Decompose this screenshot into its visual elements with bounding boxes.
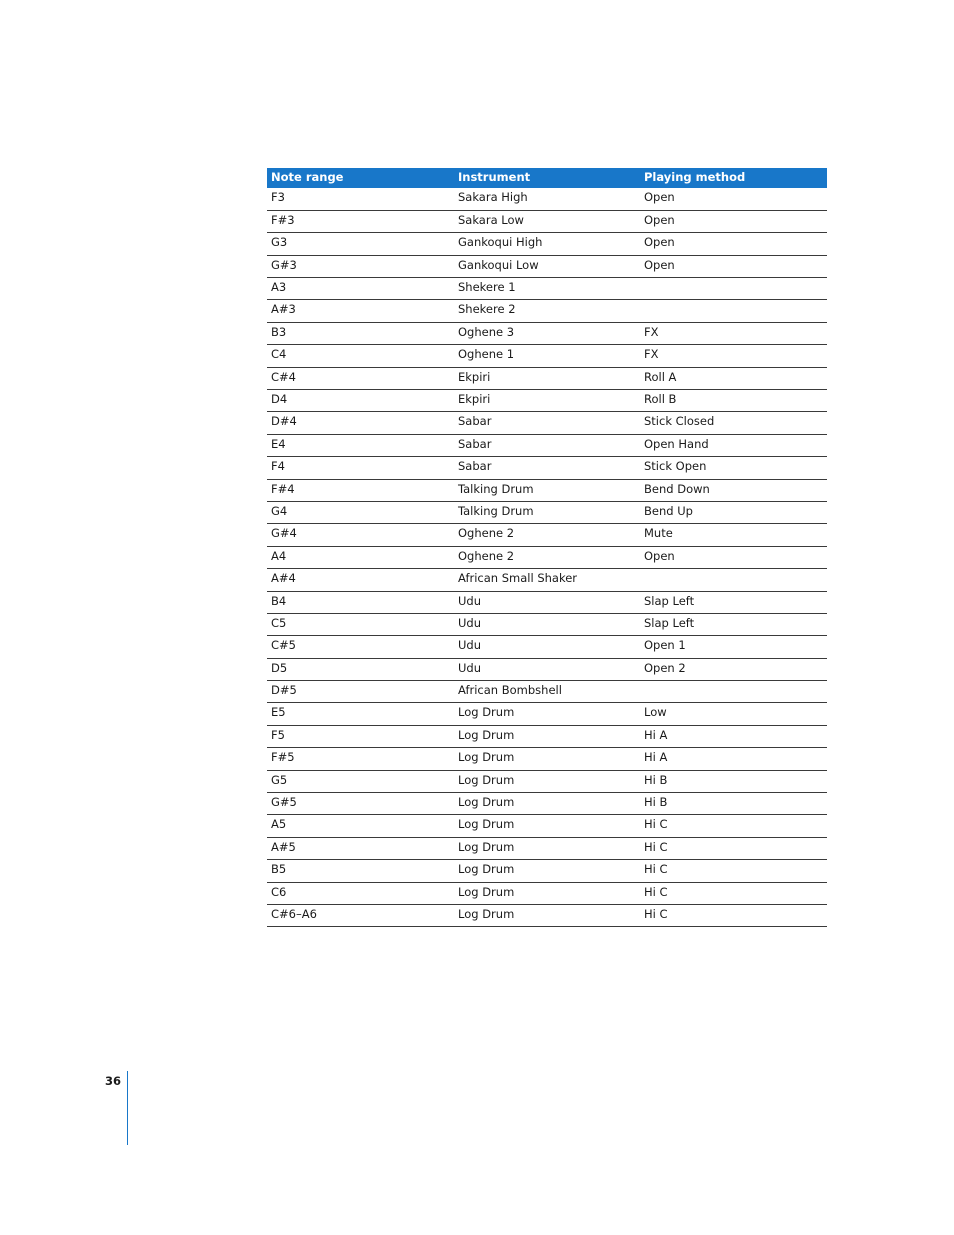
- note-range-cell: A#5: [267, 837, 454, 859]
- table-row: [267, 569, 827, 591]
- playing-method-cell: Stick Closed: [640, 412, 827, 434]
- instrument-cell: Log Drum: [454, 860, 640, 882]
- table-row: [267, 748, 827, 770]
- instrument-cell: Shekere 1: [454, 278, 640, 300]
- note-range-cell: B5: [267, 860, 454, 882]
- note-range-cell: F#5: [267, 748, 454, 770]
- note-range-cell: C4: [267, 345, 454, 367]
- playing-method-cell: Slap Left: [640, 591, 827, 613]
- playing-method-cell: Open: [640, 546, 827, 568]
- instrument-cell: Log Drum: [454, 837, 640, 859]
- instrument-cell: Talking Drum: [454, 501, 640, 523]
- header-note-range: Note range: [271, 170, 344, 185]
- table-body: [267, 188, 827, 927]
- note-range-cell: C6: [267, 882, 454, 904]
- table-header-row: [267, 168, 827, 188]
- playing-method-cell: Stick Open: [640, 457, 827, 479]
- instrument-cell: Udu: [454, 658, 640, 680]
- table-row: [267, 457, 827, 479]
- note-range-cell: G3: [267, 233, 454, 255]
- note-range-cell: A#3: [267, 300, 454, 322]
- note-range-cell: C#4: [267, 367, 454, 389]
- playing-method-cell: [640, 278, 827, 300]
- table-row: [267, 300, 827, 322]
- table-row: [267, 725, 827, 747]
- table-row: [267, 837, 827, 859]
- table-row: [267, 546, 827, 568]
- table-row: [267, 524, 827, 546]
- instrument-cell: Oghene 2: [454, 524, 640, 546]
- note-range-cell: C#5: [267, 636, 454, 658]
- note-range-cell: G#5: [267, 793, 454, 815]
- instrument-cell: Udu: [454, 591, 640, 613]
- note-range-cell: G#3: [267, 255, 454, 277]
- playing-method-cell: Hi A: [640, 748, 827, 770]
- table-row: [267, 434, 827, 456]
- table-row: [267, 479, 827, 501]
- instrument-cell: African Small Shaker: [454, 569, 640, 591]
- note-range-cell: C5: [267, 613, 454, 635]
- instrument-cell: African Bombshell: [454, 681, 640, 703]
- table-row: [267, 278, 827, 300]
- playing-method-cell: Hi C: [640, 905, 827, 927]
- table-row: [267, 591, 827, 613]
- note-range-cell: D5: [267, 658, 454, 680]
- playing-method-cell: Hi C: [640, 815, 827, 837]
- table-row: [267, 322, 827, 344]
- playing-method-cell: Open Hand: [640, 434, 827, 456]
- instrument-cell: Sabar: [454, 457, 640, 479]
- note-range-cell: D#5: [267, 681, 454, 703]
- playing-method-cell: Hi C: [640, 882, 827, 904]
- table-row: [267, 658, 827, 680]
- instrument-cell: Log Drum: [454, 882, 640, 904]
- note-range-cell: G5: [267, 770, 454, 792]
- note-range-cell: C#6–A6: [267, 905, 454, 927]
- table-row: [267, 367, 827, 389]
- instrument-cell: Ekpiri: [454, 390, 640, 412]
- playing-method-cell: Open 2: [640, 658, 827, 680]
- note-range-cell: D#4: [267, 412, 454, 434]
- note-range-cell: G#4: [267, 524, 454, 546]
- playing-method-cell: FX: [640, 345, 827, 367]
- instrument-cell: Sakara Low: [454, 210, 640, 232]
- note-range-cell: E5: [267, 703, 454, 725]
- note-range-cell: B4: [267, 591, 454, 613]
- playing-method-cell: Hi B: [640, 770, 827, 792]
- table-row: [267, 412, 827, 434]
- instrument-cell: Oghene 2: [454, 546, 640, 568]
- table-row: [267, 501, 827, 523]
- instrument-cell: Udu: [454, 613, 640, 635]
- table-row: [267, 233, 827, 255]
- instrument-cell: Log Drum: [454, 815, 640, 837]
- playing-method-cell: Roll B: [640, 390, 827, 412]
- instrument-cell: Gankoqui High: [454, 233, 640, 255]
- header-instrument: Instrument: [458, 170, 531, 185]
- table-row: [267, 210, 827, 232]
- instrument-cell: Log Drum: [454, 793, 640, 815]
- instrument-cell: Ekpiri: [454, 367, 640, 389]
- note-range-cell: F3: [267, 188, 454, 210]
- playing-method-cell: Open: [640, 210, 827, 232]
- note-range-cell: F#4: [267, 479, 454, 501]
- instrument-cell: Udu: [454, 636, 640, 658]
- instrument-cell: Log Drum: [454, 725, 640, 747]
- table-header: [267, 168, 827, 188]
- instrument-cell: Oghene 3: [454, 322, 640, 344]
- instrument-cell: Talking Drum: [454, 479, 640, 501]
- table-row: [267, 636, 827, 658]
- table-row: [267, 681, 827, 703]
- playing-method-cell: Open 1: [640, 636, 827, 658]
- instrument-cell: Log Drum: [454, 748, 640, 770]
- playing-method-cell: [640, 300, 827, 322]
- instrument-cell: Log Drum: [454, 703, 640, 725]
- table-row: [267, 905, 827, 927]
- playing-method-cell: [640, 569, 827, 591]
- instrument-cell: Sakara High: [454, 188, 640, 210]
- instrument-cell: Oghene 1: [454, 345, 640, 367]
- playing-method-cell: Slap Left: [640, 613, 827, 635]
- drum-note-map-table: [267, 168, 827, 927]
- header-playing-method: Playing method: [644, 170, 746, 185]
- note-range-cell: A4: [267, 546, 454, 568]
- page-number: 36: [105, 1074, 122, 1088]
- playing-method-cell: Hi C: [640, 860, 827, 882]
- table-row: [267, 882, 827, 904]
- playing-method-cell: Roll A: [640, 367, 827, 389]
- table-row: [267, 345, 827, 367]
- table-row: [267, 860, 827, 882]
- table-row: [267, 793, 827, 815]
- note-range-cell: F4: [267, 457, 454, 479]
- note-range-cell: D4: [267, 390, 454, 412]
- playing-method-cell: Open: [640, 188, 827, 210]
- table-row: [267, 815, 827, 837]
- instrument-cell: Log Drum: [454, 770, 640, 792]
- table-row: [267, 255, 827, 277]
- note-range-cell: E4: [267, 434, 454, 456]
- note-range-cell: A#4: [267, 569, 454, 591]
- table-row: [267, 390, 827, 412]
- playing-method-cell: [640, 681, 827, 703]
- playing-method-cell: Mute: [640, 524, 827, 546]
- playing-method-cell: Open: [640, 255, 827, 277]
- playing-method-cell: Bend Up: [640, 501, 827, 523]
- note-range-cell: F#3: [267, 210, 454, 232]
- instrument-cell: Sabar: [454, 434, 640, 456]
- playing-method-cell: FX: [640, 322, 827, 344]
- playing-method-cell: Hi C: [640, 837, 827, 859]
- note-range-cell: A5: [267, 815, 454, 837]
- table-row: [267, 613, 827, 635]
- page-margin-rule: [127, 1071, 128, 1145]
- instrument-cell: Log Drum: [454, 905, 640, 927]
- instrument-cell: Shekere 2: [454, 300, 640, 322]
- playing-method-cell: Hi A: [640, 725, 827, 747]
- playing-method-cell: Hi B: [640, 793, 827, 815]
- playing-method-cell: Open: [640, 233, 827, 255]
- playing-method-cell: Bend Down: [640, 479, 827, 501]
- note-range-cell: F5: [267, 725, 454, 747]
- instrument-cell: Gankoqui Low: [454, 255, 640, 277]
- note-range-cell: G4: [267, 501, 454, 523]
- table-row: [267, 188, 827, 210]
- table-row: [267, 770, 827, 792]
- note-range-cell: B3: [267, 322, 454, 344]
- note-range-cell: A3: [267, 278, 454, 300]
- playing-method-cell: Low: [640, 703, 827, 725]
- table-row: [267, 703, 827, 725]
- instrument-cell: Sabar: [454, 412, 640, 434]
